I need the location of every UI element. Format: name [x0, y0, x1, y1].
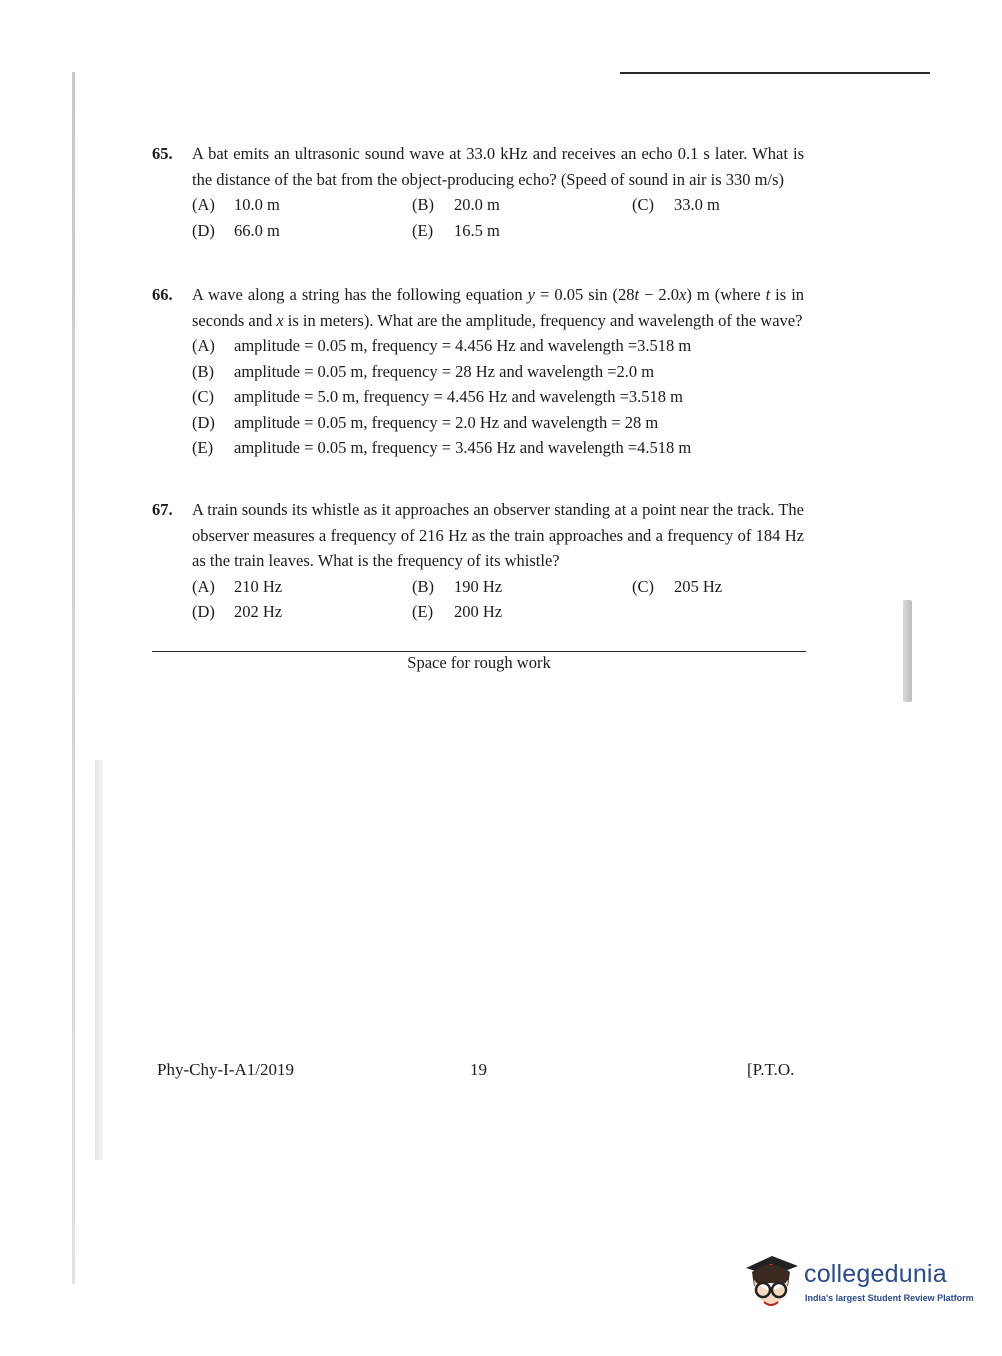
question-number: 67. [152, 500, 173, 519]
option-d: (D) amplitude = 0.05 m, frequency = 2.0 Hz and wavelength = 28 m [192, 412, 659, 432]
option-e: (E) 16.5 m [412, 220, 500, 240]
question-65 [152, 141, 804, 243]
question-number: 65. [152, 144, 173, 163]
divider-rule [152, 651, 806, 652]
pto-mark: [P.T.O. [747, 1060, 795, 1079]
logo-tagline: India's largest Student Review Platform [805, 1293, 974, 1303]
option-a: (A) 210 Hz [192, 576, 283, 596]
question-text: A bat emits an ultrasonic sound wave at 33.0 kHz and receives an echo 0.1 s later. What is the distance of the bat from the object-producing echo? (Speed of sound in air is 330 m/s) [192, 144, 804, 189]
option-d: (D) 202 Hz [192, 602, 283, 621]
page-number: 19 [470, 1060, 487, 1079]
question-number: 66. [152, 285, 173, 304]
collegedunia-logo [742, 1250, 972, 1312]
option-a: (A) 10.0 m [192, 195, 280, 214]
option-b: (B) 190 Hz [412, 576, 503, 596]
option-a: (A) amplitude = 0.05 m, frequency = 4.456 Hz and wavelength =3.518 m [192, 336, 692, 355]
question-67 [152, 497, 804, 625]
options-list [192, 333, 804, 461]
options-grid [192, 574, 804, 625]
page-edge-shadow-secondary [95, 760, 103, 1160]
logo-wordmark: collegedunia [804, 1260, 947, 1288]
option-c: (C) amplitude = 5.0 m, frequency = 4.456 Hz and wavelength =3.518 m [192, 387, 684, 406]
top-rule [620, 72, 930, 74]
option-c: (C) 205 Hz [632, 576, 723, 596]
option-e: (E) amplitude = 0.05 m, frequency = 3.456 Hz and wavelength =4.518 m [192, 438, 692, 457]
paper-code: Phy-Chy-I-A1/2019 [157, 1060, 294, 1079]
page-tab-mark [903, 600, 912, 702]
options-grid [192, 192, 804, 243]
question-66 [152, 282, 804, 461]
question-text: A train sounds its whistle as it approaches an observer standing at a point near the track. The observer measures a frequency of 216 Hz as the train approaches and a frequency of 184 Hz as the train leaves. What is the frequency of its whistle? [192, 500, 804, 570]
option-b: (B) amplitude = 0.05 m, frequency = 28 Hz and wavelength =2.0 m [192, 361, 655, 381]
option-c: (C) 33.0 m [632, 195, 720, 214]
rough-work-label: Space for rough work [407, 653, 551, 672]
option-e: (E) 200 Hz [412, 602, 503, 621]
question-text: A wave along a string has the following equation y = 0.05 sin (28t − 2.0x) m (where t is in seconds and x is in meters). What are the amplitude, frequency and wavelength of the wave? [192, 285, 805, 330]
page-edge-shadow [72, 72, 75, 1284]
option-b: (B) 20.0 m [412, 195, 500, 214]
option-d: (D) 66.0 m [192, 220, 280, 240]
mascot-icon [742, 1250, 800, 1312]
